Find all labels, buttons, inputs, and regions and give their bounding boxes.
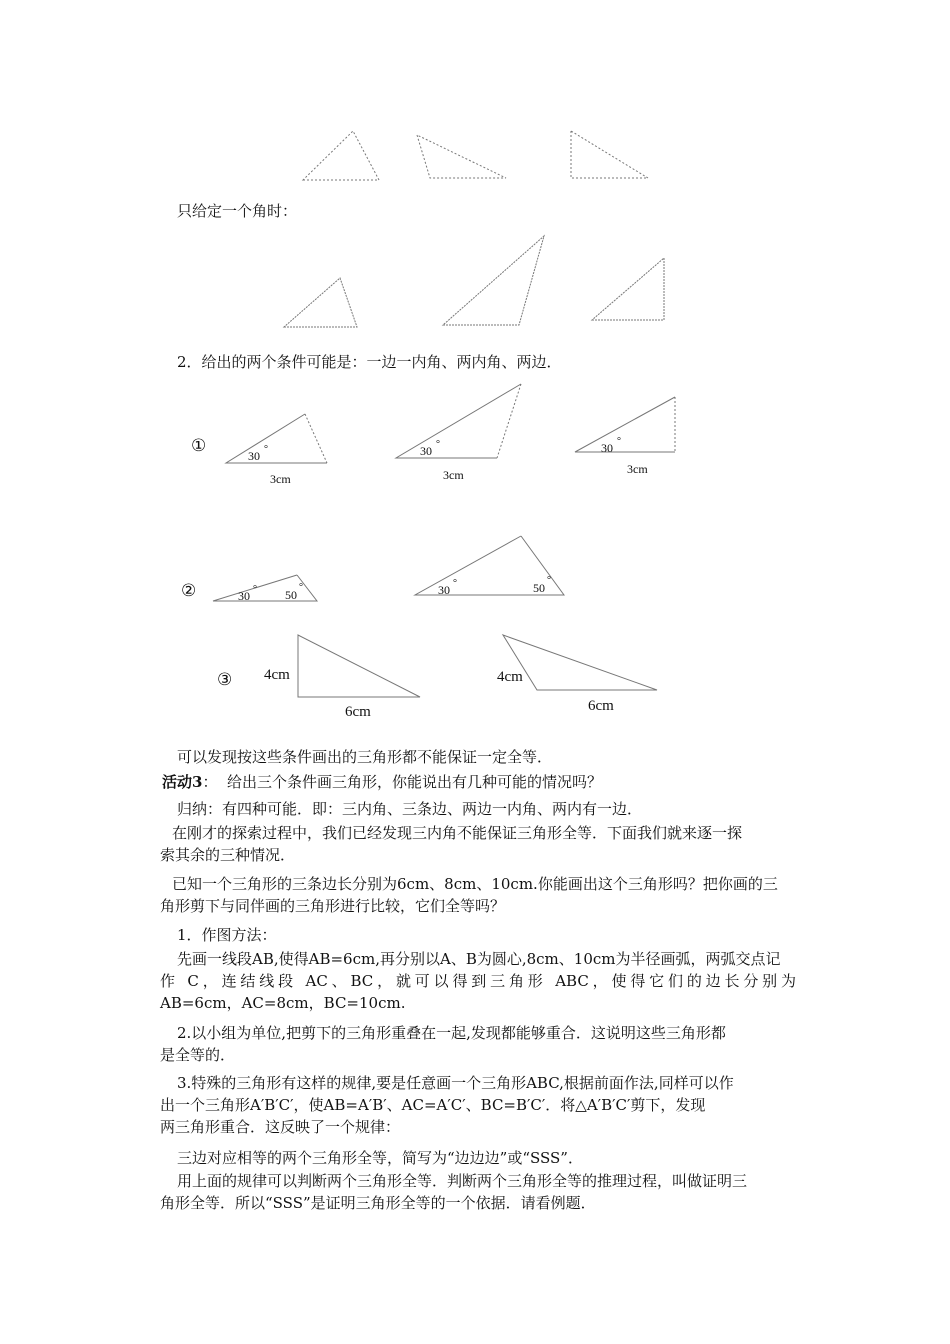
- activity-3-colon: ：: [202, 773, 218, 791]
- paragraph-group-overlap-line-1: 2.以小组为单位,把剪下的三角形重叠在一起,发现都能够重合．这说明这些三角形都: [177, 1024, 726, 1042]
- triangle-3b-dashed: [497, 384, 521, 458]
- paragraph-given-sides-line-1: 已知一个三角形的三条边长分别为6cm、8cm、10cm.你能画出这个三角形吗？把你画的三: [172, 875, 778, 893]
- angle-label-30: 30: [420, 444, 432, 458]
- triangle-2b: [443, 236, 544, 325]
- triangle-row-4: [213, 536, 564, 601]
- paragraph-special-rule-line-2: 出一个三角形A′B′C′，使AB=A′B′、AC=A′C′、BC=B′C′．将△A′B′C′剪下，发现: [160, 1096, 706, 1114]
- degree-mark: °: [436, 439, 440, 450]
- circle-1-label: ①: [191, 436, 207, 456]
- sss-rule: 三边对应相等的两个三角形全等，简写为“边边边”或“SSS”．: [177, 1149, 583, 1167]
- drawing-method-heading: 1．作图方法：: [177, 926, 277, 944]
- one-angle-label: 只给定一个角时：: [177, 202, 298, 220]
- triangle-1c: [571, 131, 648, 178]
- paragraph-conclusion: 可以发现按这些条件画出的三角形都不能保证一定全等．: [177, 748, 553, 766]
- paragraph-construction-line-2: 作 C，连结线段 AC、BC，就可以得到三角形 ABC，使得它们的边长分别为: [160, 972, 796, 990]
- triangle-row-5: [298, 635, 657, 697]
- degree-mark: °: [453, 578, 457, 589]
- angle-label-50: 50: [285, 588, 297, 602]
- triangle-1a: [303, 131, 379, 180]
- paragraph-construction: [160, 948, 810, 1014]
- paragraph-given-sides: [160, 873, 810, 917]
- paragraph-construction-line-1: 先画一线段AB,使得AB=6cm,再分别以A、B为圆心,8cm、10cm为半径画弧，两弧交点记: [177, 950, 781, 968]
- paragraph-explore-line-2: 索其余的三种情况．: [160, 846, 296, 864]
- degree-mark: °: [617, 436, 621, 447]
- paragraph-proof-line-2: 角形全等．所以“SSS”是证明三角形全等的一个依据．请看例题．: [160, 1194, 596, 1212]
- triangle-3a-dashed: [305, 414, 327, 463]
- paragraph-explore-line-1: 在刚才的探索过程中，我们已经发现三内角不能保证三角形全等．下面我们就来逐一探: [172, 824, 743, 842]
- triangle-3c-solid: [575, 397, 675, 452]
- triangle-2a: [284, 278, 357, 327]
- triangle-5b: [503, 635, 657, 690]
- side-label-3cm: 3cm: [443, 468, 464, 482]
- paragraph-special-rule-line-1: 3.特殊的三角形有这样的规律,要是任意画一个三角形ABC,根据前面作法,同样可以作: [177, 1074, 734, 1092]
- activity-3: [162, 772, 602, 792]
- triangle-1b: [417, 135, 506, 178]
- two-conditions-label: 2．给出的两个条件可能是：一边一内角、两内角、两边．: [177, 353, 562, 371]
- paragraph-given-sides-line-2: 角形剪下与同伴画的三角形进行比较，它们全等吗？: [160, 897, 506, 915]
- triangle-3a-solid: [226, 414, 327, 463]
- triangle-5a: [298, 635, 420, 697]
- paragraph-group-overlap-line-2: 是全等的．: [160, 1046, 236, 1064]
- triangle-row-1: [303, 131, 648, 180]
- paragraph-special-rule-line-3: 两三角形重合．这反映了一个规律：: [160, 1118, 401, 1136]
- activity-3-body: 给出三个条件画三角形，你能说出有几种可能的情况吗？: [227, 773, 603, 791]
- degree-mark: °: [547, 575, 551, 586]
- paragraph-summary: 归纳：有四种可能．即：三内角、三条边、两边一内角、两内有一边．: [177, 800, 643, 818]
- paragraph-construction-line-3: AB=6cm，AC=8cm，BC=10cm.: [160, 994, 406, 1012]
- angle-label-30: 30: [438, 583, 450, 597]
- side-label-3cm: 3cm: [270, 472, 291, 486]
- angle-label-30: 30: [238, 589, 250, 603]
- side-label-4cm: 4cm: [497, 669, 523, 685]
- paragraph-proof: [160, 1170, 810, 1214]
- side-label-6cm: 6cm: [588, 698, 614, 714]
- triangle-row-2: [284, 236, 664, 327]
- angle-label-30: 30: [601, 441, 613, 455]
- activity-3-heading: 活动3: [162, 773, 203, 791]
- side-label-3cm: 3cm: [627, 462, 648, 476]
- angle-label-30: 30: [248, 449, 260, 463]
- triangle-3b-solid: [396, 384, 521, 458]
- degree-mark: °: [253, 584, 257, 595]
- circle-3-label: ③: [217, 670, 233, 690]
- side-label-6cm: 6cm: [345, 704, 371, 720]
- paragraph-explore: [160, 822, 810, 866]
- triangle-2c: [592, 258, 664, 320]
- degree-mark: °: [299, 582, 303, 593]
- degree-mark: °: [264, 444, 268, 455]
- circle-2-label: ②: [181, 581, 197, 601]
- side-label-4cm: 4cm: [264, 667, 290, 683]
- angle-label-50: 50: [533, 581, 545, 595]
- paragraph-group-overlap: [160, 1022, 810, 1066]
- paragraph-proof-line-1: 用上面的规律可以判断两个三角形全等．判断两个三角形全等的推理过程，叫做证明三: [177, 1172, 748, 1190]
- paragraph-special-rule: [160, 1072, 810, 1138]
